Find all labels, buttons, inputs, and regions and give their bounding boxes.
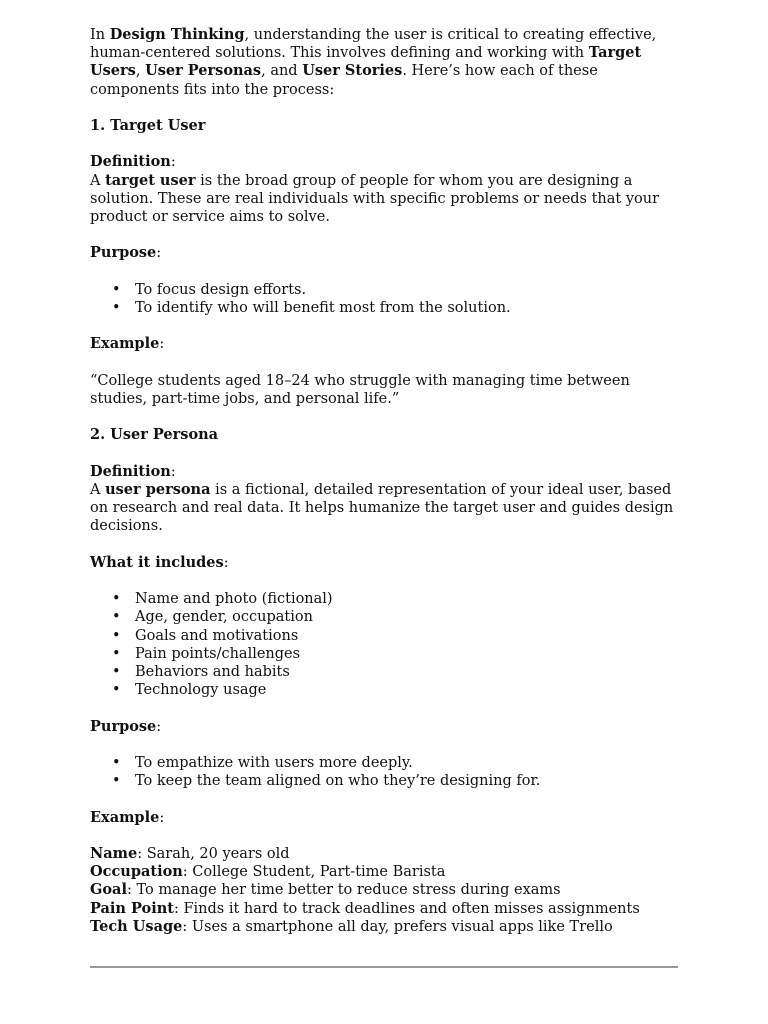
section-1-heading bbox=[90, 117, 690, 135]
colon: : bbox=[159, 809, 165, 826]
purpose-label: Purpose bbox=[90, 244, 157, 262]
definition-label: Definition bbox=[90, 153, 171, 171]
section-2-heading bbox=[90, 426, 690, 444]
list-item: • Goals and motivations bbox=[90, 627, 690, 645]
colon: : bbox=[156, 718, 162, 735]
section-2-purpose-list bbox=[90, 754, 690, 790]
list-item: • Pain points/challenges bbox=[90, 645, 690, 663]
list-item: • Age, gender, occupation bbox=[90, 608, 690, 626]
persona-field-tech-usage bbox=[90, 918, 690, 936]
colon: : bbox=[170, 463, 176, 480]
list-item: • To focus design efforts. bbox=[90, 281, 690, 299]
definition-text-1: A bbox=[90, 481, 106, 498]
colon: : bbox=[170, 154, 176, 171]
persona-field-label: Pain Point bbox=[90, 899, 174, 917]
persona-field-value: : College Student, Part-time Barista bbox=[182, 864, 446, 881]
definition-label: Definition bbox=[90, 462, 171, 480]
section-1-definition-text bbox=[90, 172, 690, 227]
section-2-purpose-label bbox=[90, 718, 690, 736]
definition-bold-target-user: target user bbox=[105, 171, 196, 189]
document-page bbox=[90, 26, 690, 936]
persona-field-label: Tech Usage bbox=[90, 917, 183, 935]
intro-text-5: . Here’s how each of these components fits into the process: bbox=[90, 63, 598, 98]
colon: : bbox=[223, 554, 229, 571]
section-2-includes-label bbox=[90, 554, 690, 572]
intro-text-4: , and bbox=[261, 63, 303, 80]
section-2-heading-text: 2. User Persona bbox=[90, 426, 219, 444]
persona-field-value: : Finds it hard to track deadlines and often misses assignments bbox=[173, 900, 640, 917]
colon: : bbox=[156, 245, 162, 262]
horizontal-rule bbox=[90, 966, 678, 968]
list-item: • To empathize with users more deeply. bbox=[90, 754, 690, 772]
persona-field-value: : Sarah, 20 years old bbox=[137, 845, 290, 862]
intro-paragraph bbox=[90, 26, 690, 99]
section-2-includes-list bbox=[90, 590, 690, 699]
definition-text-2: is the broad group of people for whom you are designing a solution. These are real individuals with specific problems or needs that your product or service aims to solve. bbox=[90, 172, 660, 225]
persona-field-pain-point bbox=[90, 900, 690, 918]
persona-field-name bbox=[90, 845, 690, 863]
section-2-definition-label bbox=[90, 463, 690, 481]
example-label: Example bbox=[90, 335, 160, 353]
list-item: • Technology usage bbox=[90, 681, 690, 699]
intro-bold-target-users: Target Users bbox=[90, 44, 642, 80]
persona-field-value: : Uses a smartphone all day, prefers visual apps like Trello bbox=[182, 918, 613, 935]
intro-text-2: , understanding the user is critical to creating effective, human-centered solutions. This involves defining and working with bbox=[90, 27, 657, 62]
persona-field-label: Name bbox=[90, 844, 138, 862]
intro-text-1: In bbox=[90, 27, 110, 43]
section-1-example-text: “College students aged 18–24 who struggle with managing time between studies, part-time jobs, and personal life.” bbox=[90, 372, 630, 407]
intro-bold-design-thinking: Design Thinking bbox=[109, 26, 245, 43]
list-item: • To keep the team aligned on who they’re designing for. bbox=[90, 772, 690, 790]
persona-field-label: Goal bbox=[90, 881, 127, 899]
section-1-purpose-list bbox=[90, 281, 690, 317]
persona-field-value: : To manage her time better to reduce stress during exams bbox=[126, 882, 561, 899]
section-1-heading-text: 1. Target User bbox=[90, 117, 206, 134]
definition-bold-user-persona: user persona bbox=[105, 480, 211, 498]
includes-label: What it includes bbox=[90, 553, 224, 571]
section-1-definition-label bbox=[90, 153, 690, 171]
definition-text-1: A bbox=[90, 172, 106, 189]
list-item: • Behaviors and habits bbox=[90, 663, 690, 681]
persona-field-label: Occupation bbox=[90, 863, 183, 881]
section-2-definition-text bbox=[90, 481, 690, 536]
persona-field-occupation bbox=[90, 863, 690, 881]
section-1-purpose-label bbox=[90, 244, 690, 262]
section-2-example-label bbox=[90, 809, 690, 827]
section-1-example-label bbox=[90, 335, 690, 353]
definition-text-2: is a fictional, detailed representation of your ideal user, based on research and real data. It helps humanize the target user and guides design decisions. bbox=[90, 481, 674, 535]
intro-bold-user-stories: User Stories bbox=[302, 62, 403, 80]
example-label: Example bbox=[90, 808, 160, 826]
list-item: • To identify who will benefit most from the solution. bbox=[90, 299, 690, 317]
intro-bold-user-personas: User Personas bbox=[145, 62, 262, 80]
colon: : bbox=[159, 336, 165, 353]
list-item: • Name and photo (fictional) bbox=[90, 590, 690, 608]
persona-field-goal bbox=[90, 881, 690, 899]
intro-text-3: , bbox=[135, 63, 146, 80]
purpose-label: Purpose bbox=[90, 717, 157, 735]
